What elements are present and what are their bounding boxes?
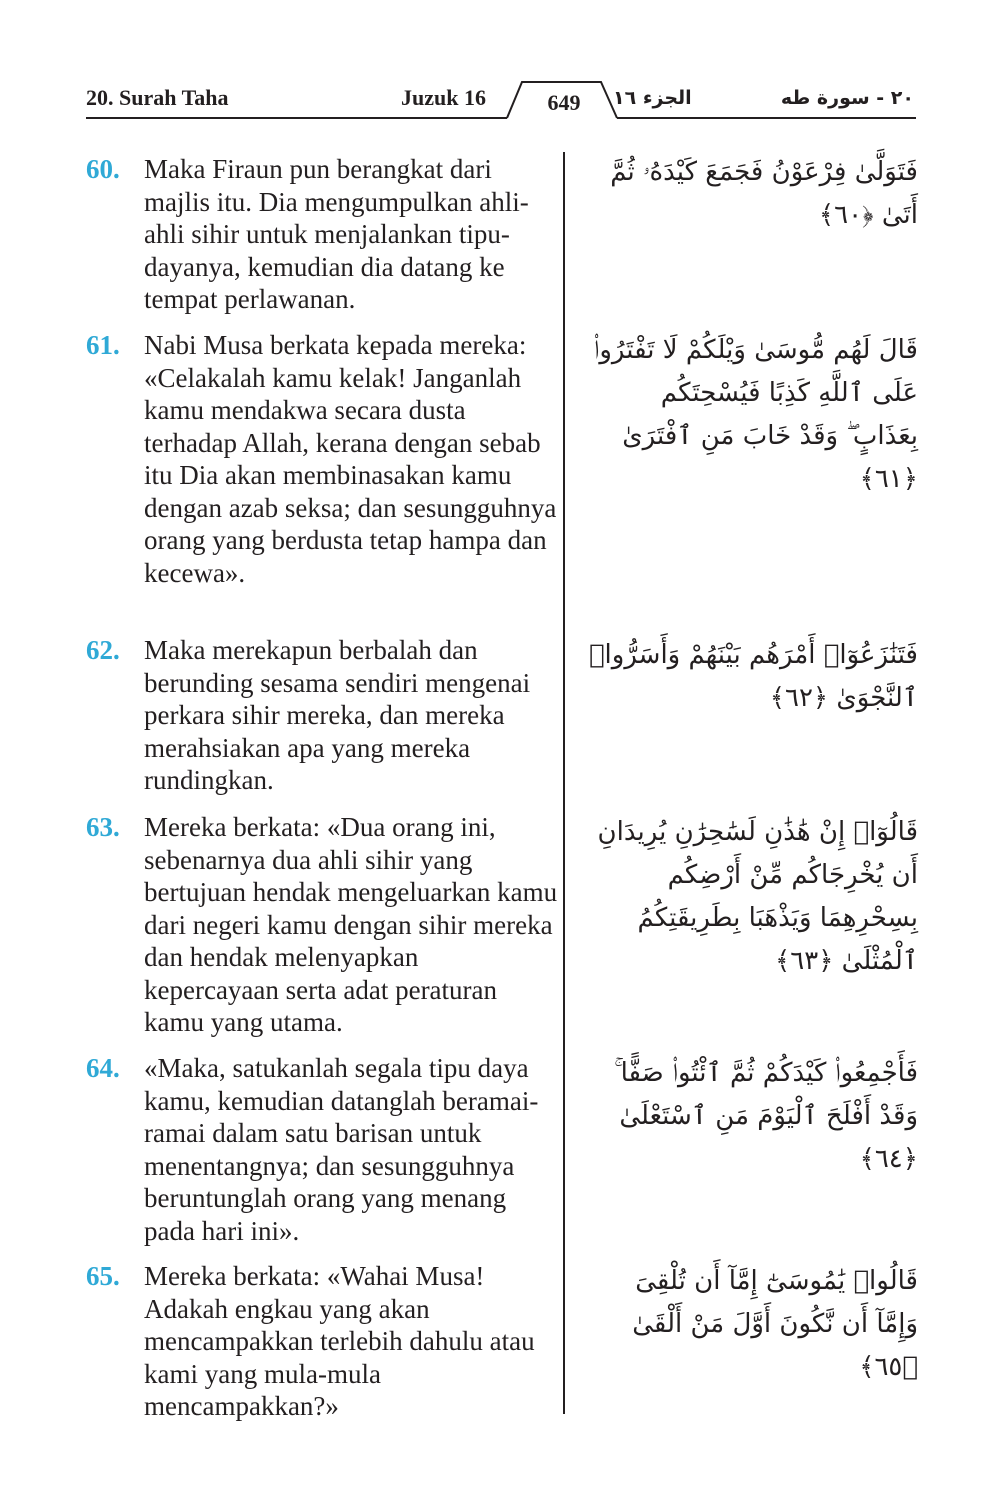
verse-arabic: فَتَنَٰزَعُوٓا۟ أَمْرَهُم بَيْنَهُمْ وَأَسَرُّوا۟ ٱلنَّجْوَىٰ ﴿٦٢﴾ bbox=[588, 640, 918, 713]
verse-number: 60. bbox=[86, 154, 120, 184]
verse-arabic: قَالُوٓا۟ إِنْ هَٰذَٰنِ لَسَٰحِرَٰنِ يُرِيدَانِ أَن يُخْرِجَاكُم مِّنْ أَرْضِكُم بِسِحْرِهِمَا وَيَذْهَبَا بِطَرِيقَتِكُمُ ٱلْمُثْلَىٰ ﴿٦٣﴾ bbox=[597, 817, 918, 976]
verse-number: 61. bbox=[86, 330, 120, 360]
verse-arabic: قَالُوا۟ يَٰمُوسَىٰٓ إِمَّآ أَن تُلْقِىَ وَإِمَّآ أَن نَّكُونَ أَوَّلَ مَنْ أَلْقَىٰ ﴿٦٥﴾ bbox=[632, 1266, 918, 1382]
verse-translation: Maka Firaun pun berangkat dari majlis itu. Dia mengumpulkan ahli-ahli sihir untuk menjalankan tipu-dayanya, kemudian dia datang ke tempat perlawanan. bbox=[144, 154, 529, 314]
juz-label-arabic: الجزء ١٦ bbox=[613, 87, 692, 109]
verse-arabic: فَأَجْمِعُوا۟ كَيْدَكُمْ ثُمَّ ٱئْتُوا۟ صَفًّا ۚ وَقَدْ أَفْلَحَ ٱلْيَوْمَ مَنِ ٱسْتَعْلَىٰ ﴿٦٤﴾ bbox=[614, 1058, 918, 1174]
verse-translation: Mereka berkata: «Dua orang ini, sebenarnya dua ahli sihir yang bertujuan hendak mengeluarkan kamu dari negeri kamu dengan sihir mereka dan hendak melenyapkan kepercayaan serta adat peraturan kamu yang utama. bbox=[144, 812, 558, 1037]
page-number: 649 bbox=[547, 90, 581, 115]
verse-number: 64. bbox=[86, 1053, 120, 1083]
surah-title-arabic: ٢٠ - سورة طه bbox=[780, 87, 914, 109]
verse-arabic: فَتَوَلَّىٰ فِرْعَوْنُ فَجَمَعَ كَيْدَهُۥ ثُمَّ أَتَىٰ ﴿٦٠﴾ bbox=[610, 157, 918, 230]
surah-title-latin: 20. Surah Taha bbox=[86, 85, 229, 110]
juzuk-label: Juzuk 16 bbox=[401, 85, 486, 110]
verse-translation: Nabi Musa berkata kepada mereka: «Celakalah kamu kelak! Janganlah kamu mendakwa secara dusta terhadap Allah, kerana dengan sebab itu Dia akan membinasakan kamu dengan azab seksa; dan sesungguhnya orang yang berdusta tetap hampa dan kecewa». bbox=[144, 330, 557, 588]
verse-translation: Mereka berkata: «Wahai Musa! Adakah engkau yang akan mencampakkan terlebih dahulu atau kami yang mula-mula mencampakkan?» bbox=[144, 1261, 535, 1421]
verse-number: 62. bbox=[86, 635, 120, 665]
verse-number: 65. bbox=[86, 1261, 120, 1291]
verse-arabic: قَالَ لَهُم مُّوسَىٰ وَيْلَكُمْ لَا تَفْتَرُوا۟ عَلَى ٱللَّهِ كَذِبًا فَيُسْحِتَكُم بِعَذَابٍ ۖ وَقَدْ خَابَ مَنِ ٱفْتَرَىٰ ﴿٦١﴾ bbox=[593, 335, 918, 494]
column-divider bbox=[563, 152, 565, 1414]
verse-number: 63. bbox=[86, 812, 120, 842]
verse-translation: Maka merekapun berbalah dan berunding sesama sendiri mengenai perkara sihir mereka, dan mereka merahsiakan apa yang mereka rundingkan. bbox=[144, 635, 531, 795]
verse-translation: «Maka, satukanlah segala tipu daya kamu, kemudian datanglah beramai-ramai dalam satu barisan untuk menentangnya; dan sesungguhnya beruntunglah orang yang menang pada hari ini». bbox=[144, 1053, 539, 1246]
